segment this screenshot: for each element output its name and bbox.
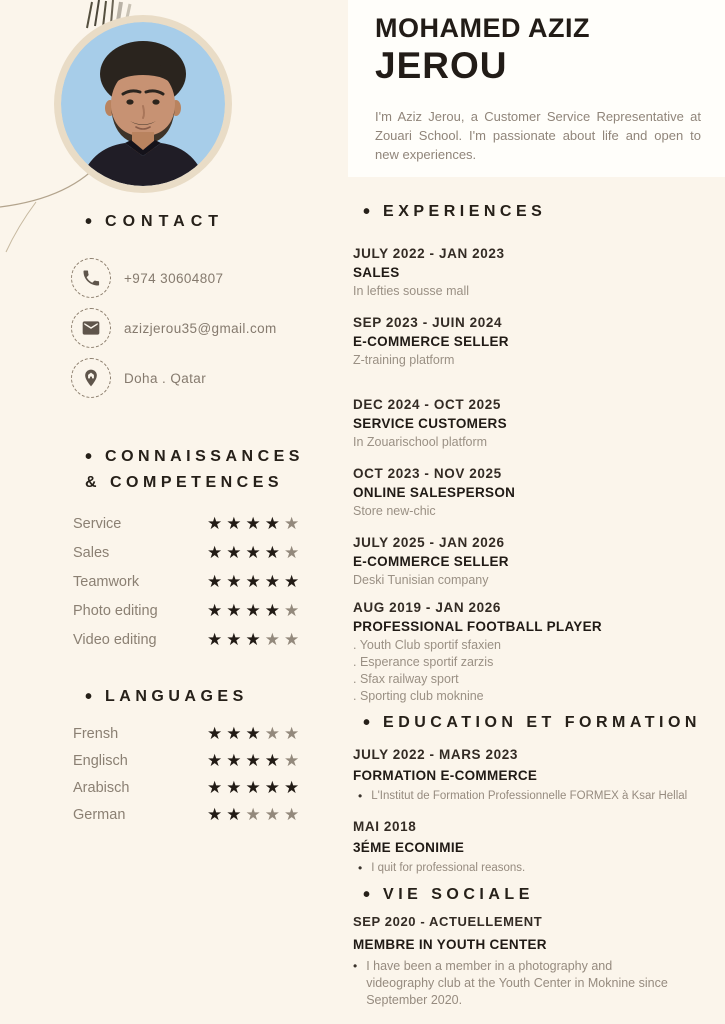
contact-email-row — [60, 303, 348, 353]
contact-section-heading — [60, 212, 348, 232]
experiences-title: EXPERIENCES — [383, 203, 547, 220]
contact-title: CONTACT — [105, 213, 225, 230]
star-filled-icon: ★ — [264, 778, 280, 797]
languages-section-heading — [60, 687, 348, 707]
first-name: MOHAMED AZIZ — [375, 13, 590, 43]
star-filled-icon: ★ — [226, 805, 242, 824]
skill-label: Photo editing — [73, 602, 158, 619]
skill-row — [60, 538, 348, 567]
bullet-icon: • — [363, 201, 371, 223]
envelope-icon — [71, 308, 111, 348]
star-filled-icon: ★ — [207, 751, 223, 770]
star-rating — [207, 544, 303, 561]
star-filled-icon: ★ — [207, 543, 223, 562]
bullet-icon: • — [358, 789, 363, 803]
experience-role: E-COMMERCE SELLER — [353, 554, 509, 569]
education-title: EDUCATION ET FORMATION — [383, 714, 701, 731]
education-date: MAI 2018 — [353, 819, 417, 834]
experience-role: E-COMMERCE SELLER — [353, 334, 509, 349]
contact-location-row — [60, 353, 348, 403]
star-empty-icon: ★ — [264, 724, 280, 743]
profile-photo — [61, 22, 225, 186]
contact-list — [60, 253, 348, 403]
location-text: Doha . Qatar — [124, 370, 207, 386]
star-filled-icon: ★ — [226, 601, 242, 620]
star-filled-icon: ★ — [284, 572, 300, 591]
star-filled-icon: ★ — [207, 601, 223, 620]
star-rating — [207, 779, 303, 796]
education-list — [348, 747, 705, 877]
star-filled-icon: ★ — [226, 778, 242, 797]
education-degree: 3ÉME ECONIMIE — [353, 840, 465, 855]
bullet-icon: • — [85, 446, 93, 468]
experience-entry — [348, 466, 705, 520]
language-label: German — [73, 806, 126, 823]
experience-entry — [348, 315, 705, 369]
profile-summary: I'm Aziz Jerou, a Customer Service Representative at Zouari School. I'm passionate about life and open to new experiences. — [375, 109, 701, 162]
experience-role: ONLINE SALESPERSON — [353, 485, 516, 500]
star-filled-icon: ★ — [264, 514, 280, 533]
bullet-icon: • — [353, 959, 358, 973]
experience-entry — [348, 397, 705, 451]
social-date: SEP 2020 - ACTUELLEMENT — [353, 914, 543, 929]
skill-label: Service — [73, 515, 122, 532]
star-filled-icon: ★ — [226, 543, 242, 562]
experience-date: AUG 2019 - JAN 2026 — [353, 600, 501, 615]
experience-date: SEP 2023 - JUIN 2024 — [353, 315, 503, 330]
star-filled-icon: ★ — [245, 543, 261, 562]
star-rating — [207, 752, 303, 769]
languages-title: LANGUAGES — [105, 688, 248, 705]
experience-details — [353, 572, 705, 589]
experience-detail-line: . Sporting club moknine — [353, 689, 484, 703]
language-label: Englisch — [73, 752, 128, 769]
skill-row — [60, 596, 348, 625]
experience-detail-line: . Esperance sportif zarzis — [353, 655, 494, 669]
languages-section — [60, 687, 348, 828]
star-filled-icon: ★ — [264, 601, 280, 620]
star-filled-icon: ★ — [226, 724, 242, 743]
star-empty-icon: ★ — [264, 805, 280, 824]
star-filled-icon: ★ — [245, 514, 261, 533]
star-filled-icon: ★ — [207, 724, 223, 743]
skill-label: Video editing — [73, 631, 157, 648]
contact-phone-row — [60, 253, 348, 303]
language-row — [60, 747, 348, 774]
star-rating — [207, 725, 303, 742]
star-filled-icon: ★ — [284, 778, 300, 797]
skills-title-line2: & COMPETENCES — [85, 474, 284, 491]
star-filled-icon: ★ — [207, 805, 223, 824]
bullet-icon: • — [363, 884, 371, 906]
profile-photo-frame — [54, 15, 232, 193]
experience-detail-line: . Sfax railway sport — [353, 672, 459, 686]
social-title: VIE SOCIALE — [383, 886, 534, 903]
email-address: azizjerou35@gmail.com — [124, 320, 277, 336]
star-filled-icon: ★ — [245, 630, 261, 649]
education-date: JULY 2022 - MARS 2023 — [353, 747, 518, 762]
experience-details — [353, 637, 705, 705]
language-row — [60, 720, 348, 747]
skills-title-line1: CONNAISSANCES — [105, 448, 304, 465]
education-note: L'Institut de Formation Professionnelle FORMEX à Ksar Hellal — [371, 790, 688, 802]
social-role: MEMBRE IN YOUTH CENTER — [353, 937, 547, 952]
language-row — [60, 801, 348, 828]
experiences-section-heading — [348, 202, 705, 222]
star-rating — [207, 515, 303, 532]
skill-row — [60, 509, 348, 538]
education-entry — [348, 819, 705, 877]
star-filled-icon: ★ — [226, 630, 242, 649]
experience-date: JULY 2022 - JAN 2023 — [353, 246, 505, 261]
star-filled-icon: ★ — [226, 572, 242, 591]
star-filled-icon: ★ — [264, 572, 280, 591]
bullet-icon: • — [85, 211, 93, 233]
social-section-heading — [348, 885, 705, 905]
left-column — [60, 196, 348, 1009]
star-empty-icon: ★ — [245, 805, 261, 824]
experience-detail-line: Store new-chic — [353, 504, 436, 518]
experience-details — [353, 503, 705, 520]
star-filled-icon: ★ — [245, 778, 261, 797]
skill-row — [60, 567, 348, 596]
skill-label: Teamwork — [73, 573, 140, 590]
star-rating — [207, 806, 303, 823]
languages-list — [60, 720, 348, 828]
experience-role: SERVICE CUSTOMERS — [353, 416, 507, 431]
social-note: I have been a member in a photography and videography club at the Youth Center in Moknine since September 2020. — [366, 959, 668, 1007]
language-label: Arabisch — [73, 779, 130, 796]
experience-entry — [348, 246, 705, 300]
education-note: I quit for professional reasons. — [371, 862, 526, 874]
right-column — [348, 196, 705, 1009]
phone-icon — [71, 258, 111, 298]
language-label: Frensh — [73, 725, 119, 742]
experience-date: JULY 2025 - JAN 2026 — [353, 535, 505, 550]
experience-detail-line: In Zouarischool platform — [353, 435, 488, 449]
star-empty-icon: ★ — [284, 805, 300, 824]
skills-list — [60, 509, 348, 654]
bullet-icon: • — [358, 861, 363, 875]
experiences-list — [348, 246, 705, 705]
star-filled-icon: ★ — [264, 543, 280, 562]
star-filled-icon: ★ — [245, 724, 261, 743]
star-empty-icon: ★ — [284, 601, 300, 620]
star-rating — [207, 602, 303, 619]
location-pin-icon — [71, 358, 111, 398]
star-filled-icon: ★ — [226, 514, 242, 533]
star-rating — [207, 573, 303, 590]
bullet-icon: • — [363, 712, 371, 734]
skills-section — [60, 447, 348, 654]
experience-details — [353, 434, 705, 451]
education-section-heading — [348, 713, 705, 733]
star-rating — [207, 631, 303, 648]
star-filled-icon: ★ — [207, 572, 223, 591]
experience-details — [353, 352, 705, 369]
star-empty-icon: ★ — [264, 630, 280, 649]
experience-details — [353, 283, 705, 300]
star-filled-icon: ★ — [207, 514, 223, 533]
star-empty-icon: ★ — [284, 630, 300, 649]
experience-entry — [348, 600, 705, 705]
experience-detail-line: In lefties sousse mall — [353, 284, 470, 298]
education-degree: FORMATION E-COMMERCE — [353, 768, 538, 783]
experience-detail-line: Z-training platform — [353, 353, 455, 367]
experience-detail-line: Deski Tunisian company — [353, 573, 489, 587]
last-name: JEROU — [375, 45, 508, 86]
skills-section-heading — [60, 447, 348, 467]
star-filled-icon: ★ — [245, 751, 261, 770]
star-empty-icon: ★ — [284, 724, 300, 743]
experience-role: PROFESSIONAL FOOTBALL PLAYER — [353, 619, 602, 634]
experience-date: OCT 2023 - NOV 2025 — [353, 466, 502, 481]
skill-row — [60, 625, 348, 654]
education-entry — [348, 747, 705, 805]
star-filled-icon: ★ — [245, 601, 261, 620]
star-empty-icon: ★ — [284, 543, 300, 562]
bullet-icon: • — [85, 686, 93, 708]
phone-number: +974 30604807 — [124, 270, 224, 286]
star-filled-icon: ★ — [245, 572, 261, 591]
star-filled-icon: ★ — [226, 751, 242, 770]
experience-detail-line: . Youth Club sportif sfaxien — [353, 638, 502, 652]
star-filled-icon: ★ — [207, 778, 223, 797]
experience-date: DEC 2024 - OCT 2025 — [353, 397, 501, 412]
experience-role: SALES — [353, 265, 400, 280]
star-empty-icon: ★ — [284, 514, 300, 533]
experience-entry — [348, 535, 705, 589]
language-row — [60, 774, 348, 801]
skill-label: Sales — [73, 544, 110, 561]
star-filled-icon: ★ — [264, 751, 280, 770]
star-filled-icon: ★ — [207, 630, 223, 649]
star-empty-icon: ★ — [284, 751, 300, 770]
